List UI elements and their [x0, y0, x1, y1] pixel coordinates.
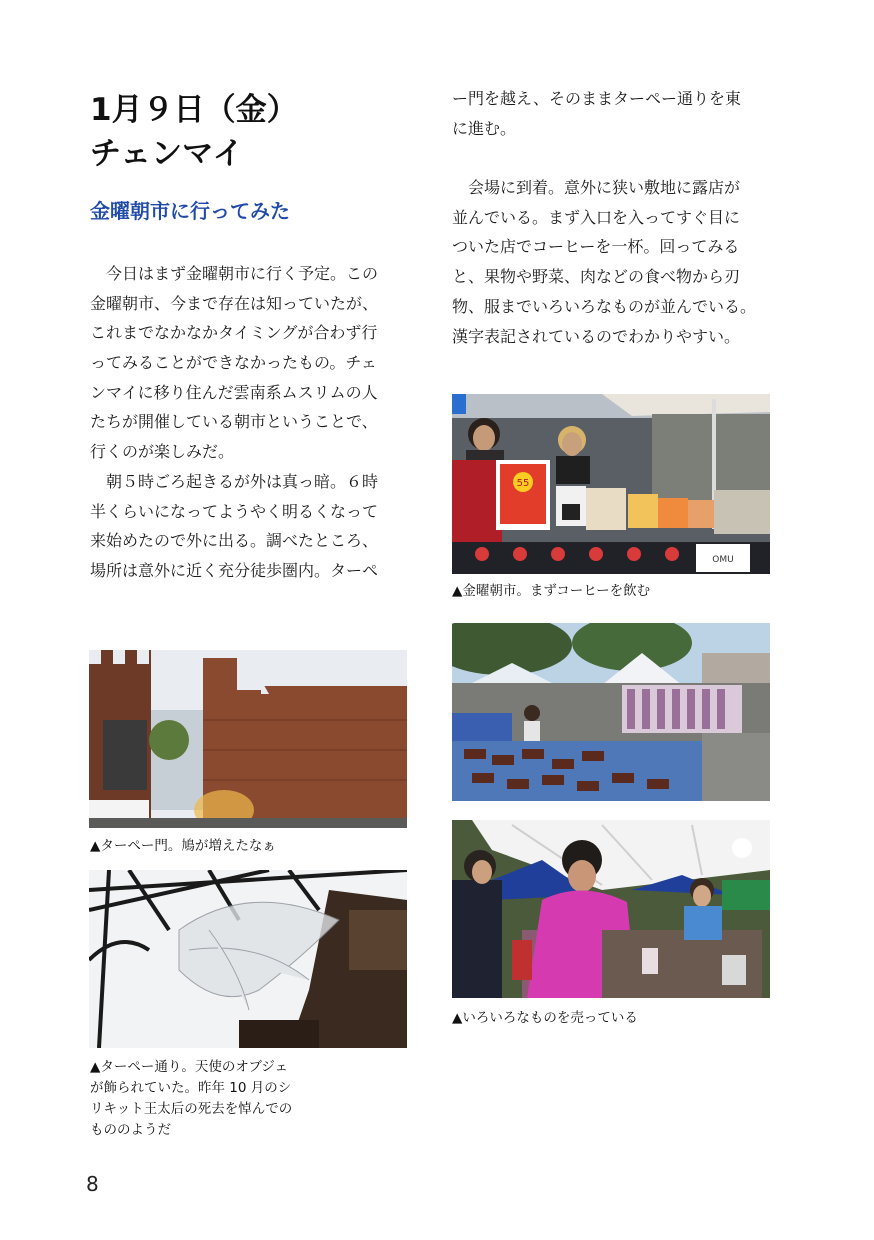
tha-phae-gate-photo [89, 650, 407, 828]
sign-corner-text: OMU [712, 555, 734, 565]
body-line: 物、服までいろいろなものが並んでいる。 [452, 296, 757, 316]
page-number: 8 [86, 1172, 99, 1196]
caption-gate [90, 836, 276, 857]
caption-line: が飾られていた。昨年 10 月のシ [90, 1080, 292, 1096]
caption-line: ▲金曜朝市。まずコーヒーを飲む [452, 583, 651, 599]
body-text-left [90, 259, 412, 586]
paragraph-gap [452, 143, 782, 173]
body-line: 金曜朝市、今まで存在は知っていたが、 [90, 293, 379, 313]
body-line: ついた店でコーヒーを一杯。回ってみる [452, 237, 740, 257]
title-place: チェンマイ [90, 136, 244, 172]
body-line: ってみることができなかったもの。チェ [90, 353, 377, 373]
body-line: 朝５時ごろ起きるが外は真っ暗。６時 [90, 471, 379, 491]
body-line: 並んでいる。まず入口を入ってすぐ目に [452, 207, 741, 227]
market-goods-photo [452, 623, 770, 801]
stall-badge-text: 55 [516, 478, 530, 489]
body-line: 今日はまず金曜朝市に行く予定。この [90, 264, 379, 283]
body-line: 行くのが楽しみだ。 [90, 442, 235, 462]
caption-line: もののようだ [90, 1122, 171, 1138]
body-line: これまでなかなかタイミングが合わず行 [90, 323, 378, 343]
page-title [90, 88, 420, 176]
body-line: に進む。 [452, 118, 517, 138]
angel-sculpture-photo [89, 870, 407, 1048]
body-line: 会場に到着。意外に狭い敷地に露店が [452, 178, 741, 198]
caption-line: ▲いろいろなものを売っている [452, 1010, 638, 1026]
caption-line: リキット王太后の死去を悼んでの [90, 1101, 293, 1117]
section-heading: 金曜朝市に行ってみた [90, 199, 290, 223]
coffee-stall-photo [452, 394, 770, 574]
market-people-photo [452, 820, 770, 998]
caption-coffee [452, 581, 650, 602]
caption-line: ▲ターペー門。鳩が増えたなぁ [90, 838, 276, 854]
body-line: ンマイに移り住んだ雲南系ムスリムの人 [90, 382, 378, 402]
body-line: ー門を越え、そのままターペー通りを東 [452, 89, 741, 108]
body-text-right [452, 84, 782, 351]
body-line: と、果物や野菜、肉などの食べ物から刃 [452, 267, 741, 287]
body-line: 来始めたので外に出る。調べたところ、 [90, 531, 379, 551]
body-line: 半くらいになってようやく明るくなって [90, 501, 379, 521]
title-date: 1月９日（金） [90, 92, 298, 128]
body-line: たちが開催している朝市ということで、 [90, 412, 378, 432]
caption-line: ▲ターペー通り。天使のオブジェ [90, 1059, 289, 1075]
caption-market [452, 1008, 638, 1029]
body-line: 場所は意外に近く充分徒歩圏内。ターペ [90, 560, 379, 580]
body-line: 漢字表記されているのでわかりやすい。 [452, 326, 741, 346]
caption-angel [90, 1057, 350, 1141]
